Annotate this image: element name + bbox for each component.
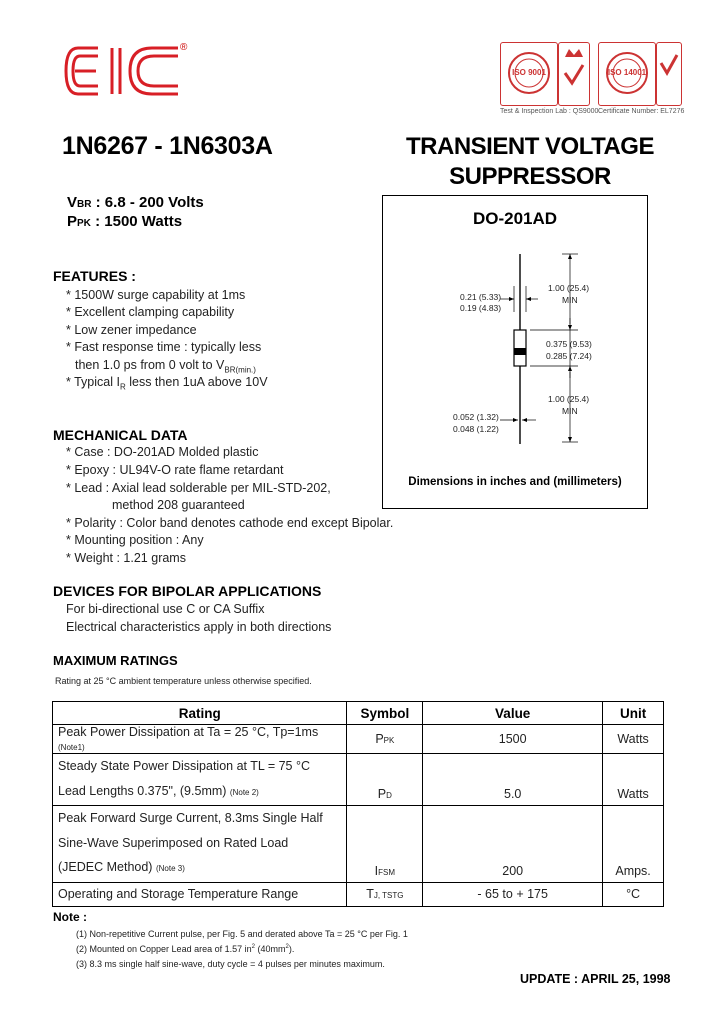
features-heading: FEATURES : xyxy=(53,268,136,284)
table-row xyxy=(53,806,664,883)
dim-body-w-b: 0.19 (4.83) xyxy=(460,303,502,313)
mechanical-item: * Lead : Axial lead solderable per MIL-STD-202, xyxy=(66,481,331,495)
mechanical-heading: MECHANICAL DATA xyxy=(53,427,188,443)
rating-cell: Peak Forward Surge Current, 8.3ms Single Half Sine-Wave Superimposed on Rated Load (JEDEC Method) (Note 3) xyxy=(53,806,347,883)
mechanical-item: * Mounting position : Any xyxy=(66,533,204,547)
dim-lead-bot-b: MIN xyxy=(562,406,578,416)
symbol-cell: TJ, TSTG xyxy=(347,882,423,906)
feature-item: * Typical $I_R$ less then 1uA above 10V xyxy=(66,375,268,392)
symbol-cell: PPK xyxy=(347,725,423,754)
iso14001-badge: ISO 14001 xyxy=(598,42,656,106)
note-item: (1) Non-repetitive Current pulse, per Fig. 5 and derated above Ta = 25 °C per Fig. 1 xyxy=(76,929,408,939)
cert-caption-left: Test & Inspection Lab : QS9000 xyxy=(500,108,599,115)
dim-body-l-b: 0.285 (7.24) xyxy=(546,351,592,361)
table-row xyxy=(53,882,664,906)
package-name: DO-201AD xyxy=(472,209,558,228)
feature-item: * Low zener impedance xyxy=(66,323,197,337)
ratings-table xyxy=(52,701,664,907)
mechanical-item: method 208 guaranteed xyxy=(112,498,245,512)
col-symbol: Symbol xyxy=(347,702,423,725)
eic-logo xyxy=(60,40,200,102)
mechanical-item: * Epoxy : UL94V-O rate flame retardant xyxy=(66,463,284,477)
dim-body-w-a: 0.21 (5.33) xyxy=(460,292,502,302)
ratings-heading: MAXIMUM RATINGS xyxy=(53,653,178,668)
device-title-line-2: SUPPRESSOR xyxy=(449,163,611,190)
col-value: Value xyxy=(423,702,603,725)
ratings-condition: Rating at 25 °C ambient temperature unless otherwise specified. xyxy=(55,676,312,686)
mechanical-item: * Case : DO-201AD Molded plastic xyxy=(66,445,259,459)
bipolar-item: For bi-directional use C or CA Suffix xyxy=(66,602,265,616)
col-rating: Rating xyxy=(53,702,347,725)
dimensions-caption: Dimensions in inches and (millimeters) xyxy=(408,476,622,488)
part-number: 1N6267 - 1N6303A xyxy=(62,132,273,160)
device-title-line-1: TRANSIENT VOLTAGE xyxy=(406,133,654,160)
unit-cell: Amps. xyxy=(603,806,664,883)
device-title xyxy=(385,132,675,192)
value-cell: 200 xyxy=(423,806,603,883)
value-cell: 5.0 xyxy=(423,754,603,806)
unit-cell: °C xyxy=(603,882,664,906)
bipolar-heading: DEVICES FOR BIPOLAR APPLICATIONS xyxy=(53,583,322,599)
spec-vbr: VBR : 6.8 - 200 Volts xyxy=(67,194,204,211)
note-item: (3) 8.3 ms single half sine-wave, duty cycle = 4 pulses per minutes maximum. xyxy=(76,959,385,969)
iso9001-badge: ISO 9001 xyxy=(500,42,558,106)
table-row xyxy=(53,725,664,754)
symbol-cell: IFSM xyxy=(347,806,423,883)
value-cell: - 65 to + 175 xyxy=(423,882,603,906)
dim-body-l-a: 0.375 (9.53) xyxy=(546,339,592,349)
value-cell: 1500 xyxy=(423,725,603,754)
spec-ppk: PPK : 1500 Watts xyxy=(67,213,183,230)
notes-heading: Note : xyxy=(53,910,87,924)
cert-caption-right: Certificate Number: EL7276 xyxy=(598,108,685,115)
feature-item: then 1.0 ps from 0 volt to $V_{BR(min.)}$ xyxy=(75,358,256,375)
symbol-cell: PD xyxy=(347,754,423,806)
bipolar-item: Electrical characteristics apply in both directions xyxy=(66,620,332,634)
checkmark-seal-icon xyxy=(656,42,682,106)
feature-item: * Excellent clamping capability xyxy=(66,305,235,319)
dim-lead-bot-a: 1.00 (25.4) xyxy=(548,394,590,404)
dim-wire-b: 0.048 (1.22) xyxy=(453,424,499,434)
dim-lead-top-a: 1.00 (25.4) xyxy=(548,283,590,293)
col-unit: Unit xyxy=(603,702,664,725)
dim-wire-a: 0.052 (1.32) xyxy=(453,412,499,422)
feature-item: * 1500W surge capability at 1ms xyxy=(66,288,246,302)
mechanical-item: * Weight : 1.21 grams xyxy=(66,551,186,565)
registered-mark: ® xyxy=(180,42,188,53)
table-header-row xyxy=(53,702,664,725)
note-item: (2) Mounted on Copper Lead area of 1.57 $in^2$ $(40mm^2)$. xyxy=(76,944,295,954)
unit-cell: Watts xyxy=(603,754,664,806)
table-row xyxy=(53,754,664,806)
rating-cell: Peak Power Dissipation at Ta = 25 °C, Tp=1ms (Note1) xyxy=(53,725,347,754)
mechanical-item: * Polarity : Color band denotes cathode end except Bipolar. xyxy=(66,516,394,530)
update-date: UPDATE : APRIL 25, 1998 xyxy=(520,972,671,986)
dim-lead-top-b: MIN xyxy=(562,295,578,305)
rating-cell: Steady State Power Dissipation at TL = 75 °C Lead Lengths 0.375", (9.5mm) (Note 2) xyxy=(53,754,347,806)
feature-item: * Fast response time : typically less xyxy=(66,340,262,354)
unit-cell: Watts xyxy=(603,725,664,754)
rating-cell: Operating and Storage Temperature Range xyxy=(53,882,347,906)
crown-seal-icon xyxy=(558,42,590,106)
